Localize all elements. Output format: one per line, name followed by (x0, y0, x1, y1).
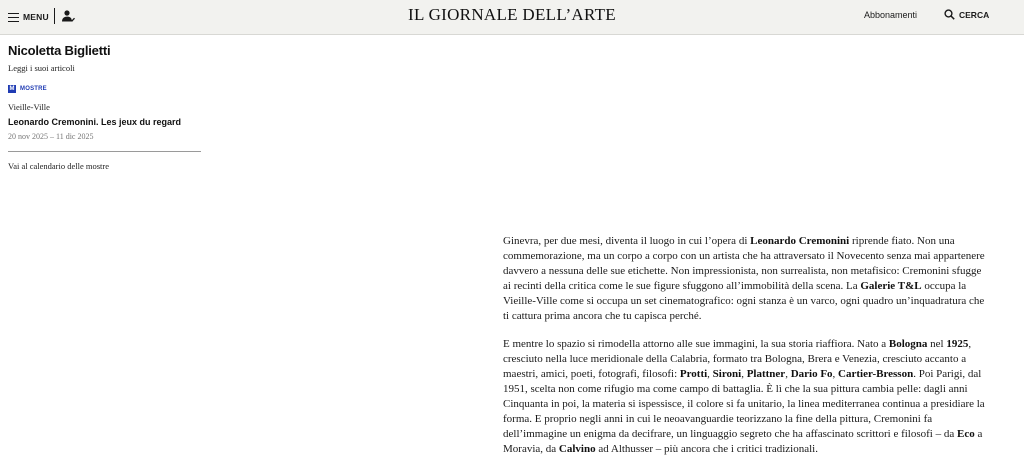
category-label: MOSTRE (20, 86, 47, 92)
bold-city: Bologna (888, 338, 928, 350)
text-span: E mentre lo spazio si rimodella attorno alle sue immagini, la sua storia riaffiora. Nato a (503, 338, 889, 350)
author-name[interactable]: Nicoletta Biglietti (8, 43, 111, 58)
text-span: , cresciuto nella luce meridionale della Calabria, formato tra Bologna, Brera e Venezia, cresciuto accanto a maestri, amici, poeti, fotografi, filosofi: (503, 338, 972, 380)
text-span: . Poi Parigi, dal 1951, scelta non come rifugio ma come campo di battaglia. È lì che la sua pittura cambia pelle: dagli anni Cinquanta in poi, la materia si ispessisce, il colore si fa unitario, la linea mediterranea continua a presidiare la forma. E proprio negli anni in cui le neoavanguardie teorizzano la fine della pittura, Cremonini fa dell’immagine un enigma da decifrare, un linguaggio segreto che ha affascinato scrittori e filosofi – da (503, 368, 985, 440)
text-span: Ginevra, per due mesi, diventa il luogo in cui l’opera di (503, 235, 751, 247)
exhibition-dates: 20 nov 2025 – 11 dic 2025 (8, 132, 94, 141)
menu-label: MENU (23, 12, 49, 22)
exhibition-title-link[interactable]: Leonardo Cremonini. Les jeux du regard (8, 117, 182, 127)
article-paragraph-2 (503, 337, 990, 457)
text-span: occupa la Vieille-Ville come si occupa un set cinematografico: ogni stanza è un varco, ogni quadro un’inquadratura che ti cattura prima ancora che tu capisca perché. (503, 280, 985, 322)
calendar-link[interactable]: Vai al calendario delle mostre (8, 161, 110, 171)
search-icon (944, 9, 955, 20)
category-tag[interactable] (8, 85, 201, 93)
article-paragraph-1 (503, 234, 990, 324)
bold-name: Dario Fo (790, 368, 833, 380)
text-span: ad Althusser – più ancora che i critici tradizionali. (595, 443, 818, 455)
sidebar-divider (8, 151, 201, 152)
subscriptions-link[interactable]: Abbonamenti (864, 10, 918, 20)
search-label: CERCA (959, 9, 990, 20)
bold-year: 1925 (946, 338, 969, 350)
bold-name: Sironi (712, 368, 742, 380)
site-header (0, 0, 1024, 35)
author-sidebar (8, 43, 201, 171)
bold-name: Calvino (558, 443, 596, 455)
bold-name: Eco (957, 428, 975, 440)
bold-name: Protti (679, 368, 708, 380)
read-articles-link[interactable]: Leggi i suoi articoli (8, 63, 75, 73)
exhibition-location: Vieille-Ville (8, 102, 50, 112)
bold-artist-name: Leonardo Cremonini (750, 235, 850, 247)
text-span: , (785, 368, 791, 380)
text-span: nel (927, 338, 947, 350)
article-body (503, 234, 990, 466)
text-span: riprende fiato. Non una commemorazione, ma un corpo a corpo con un artista che ha attraversato il Novecento senza mai appartenere davvero a nessuna delle sue etichette. Non impressionista, non surrealista, non metafisico: Cremonini sfugge ai recinti della critica come le sue figure sfuggono all’immobilità della scena. La (503, 235, 985, 292)
text-span: , (741, 368, 747, 380)
category-badge-icon: M (9, 86, 15, 92)
masthead-link[interactable]: IL GIORNALE DELL’ARTE (408, 5, 616, 24)
search-button[interactable] (944, 9, 989, 20)
text-span: a Moravia, da (503, 428, 983, 455)
text-span: , (832, 368, 839, 380)
text-span: , (707, 368, 713, 380)
bold-name: Cartier-Bresson (838, 368, 914, 380)
bold-name: Plattner (746, 368, 786, 380)
bold-gallery-name: Galerie T&L (860, 280, 922, 292)
